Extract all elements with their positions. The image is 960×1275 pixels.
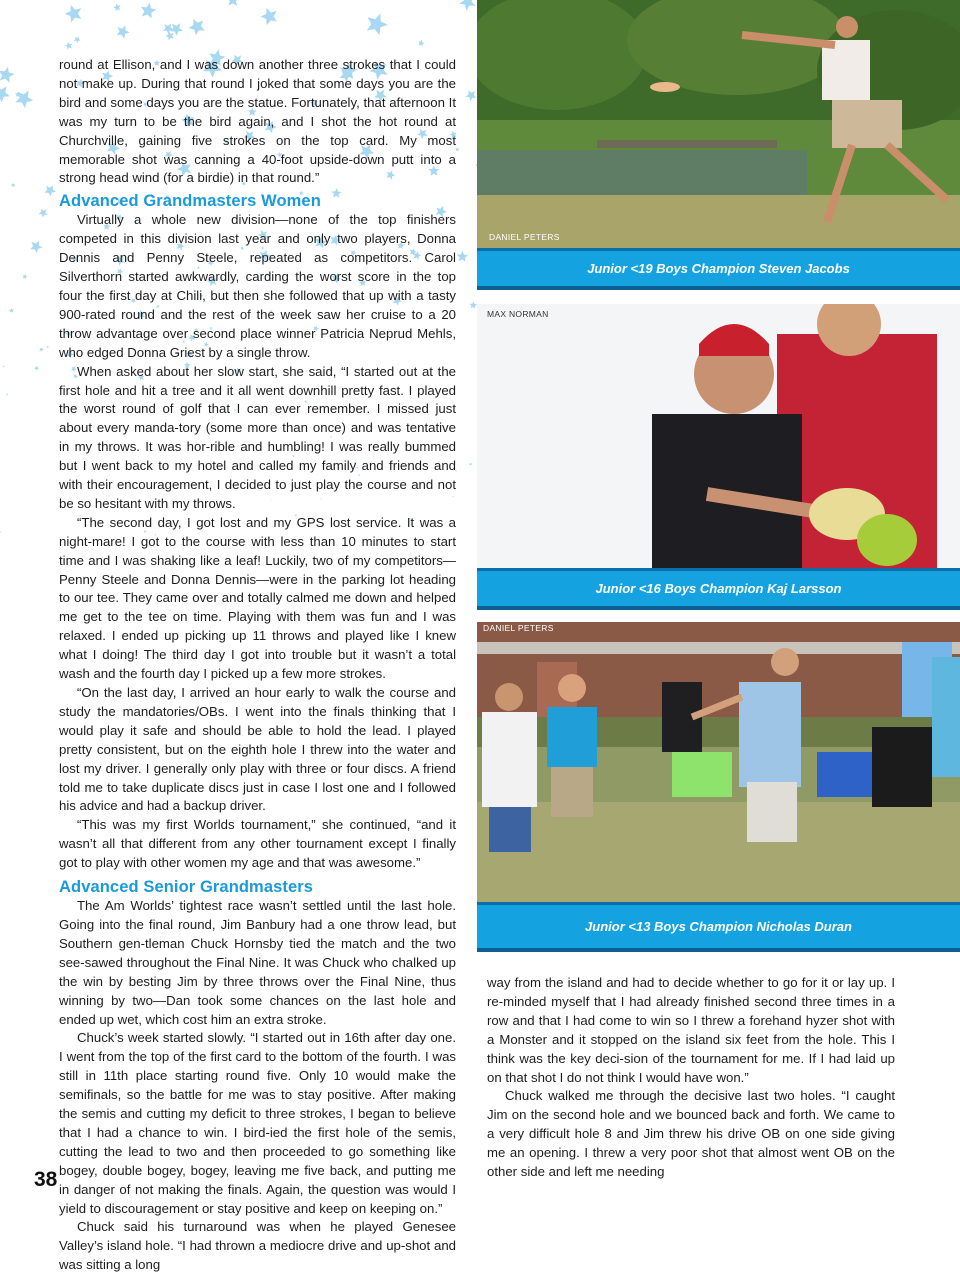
paragraph: When asked about her slow start, she said, “I started out at the first hole and hit a tree and it all went downhill pretty fast. I played the worst round of golf that I can ever remember. I missed just about every manda-tory (some more than once) and was tentative in my throws. It was hor-rible and humbling! I was really bummed but I went back to my hotel and called my family and friends and with their encouragement, I decided to just play the course and not be so hesitant with my throws.	[59, 363, 456, 511]
photo-steven-jacobs	[477, 0, 960, 248]
paragraph: Chuck said his turnaround was when he played Genesee Valley’s island hole. “I had thrown a mediocre drive and up-shot and was sitting a long	[59, 1219, 456, 1273]
photo-credit: DANIEL PETERS	[489, 232, 560, 242]
section-heading-grandmasters-women: Advanced Grandmasters Women	[59, 192, 321, 211]
paragraph: “On the last day, I arrived an hour early to walk the course and study the mandatories/OBs. I went into the finals thinking that I would play it safe and should be able to hold the lead. I played pretty consistent, but on the eighth hole I threw into the water and lost my driver. I generally only play with three or four discs. A friend told me to take duplicate discs just in case I lost one and I followed his advice and had a backup driver.	[59, 685, 456, 814]
photo-credit: DANIEL PETERS	[483, 623, 554, 633]
star-shape	[39, 209, 48, 218]
star-shape	[34, 366, 39, 371]
star-shape	[457, 251, 468, 262]
left-article-column	[59, 56, 456, 1275]
star-shape	[418, 40, 424, 47]
star-shape	[465, 90, 476, 101]
star-shape	[367, 14, 388, 36]
photo-nicholas-duran	[477, 622, 960, 902]
paragraph: round at Ellison, and I was down another three strokes that I could not make up. During that round I joked that some days you are the bird and some days you are the statue. Fortunately, that afternoon It was my turn to be the bird again, and I shot the hot round at Churchville, gaining five strokes on the top card. My most memorable shot was canning a 40-foot upside-down putt into a strong head wind (for a birdie) in that round.”	[59, 57, 456, 186]
paragraph: Chuck’s week started slowly. “I started out in 16th after day one. I went from the top of the first card to the bottom of the fourth. I was still in 11th place starting round five. Only 10 would make the semifinals, so the battle for me was to stay positive. After making the semis and cutting my deficit to three strokes, I began to believe that I had a chance to win. I bird-ied the first hole of the semis, cutting the lead to two and then proceeded to go something like bogey, double bogey, bogey, leaving me five back, and putting me in danger of not making the finals. Again, the question was would I yield to discouragement or stay positive and keep on keeping on.”	[59, 1030, 456, 1216]
star-shape	[226, 0, 240, 6]
star-shape	[163, 24, 174, 35]
photo-kaj-larsson	[477, 304, 960, 568]
star-shape	[459, 0, 475, 11]
paragraph: The Am Worlds’ tightest race wasn’t settled until the last hole. Going into the final round, Jim Banbury had a one throw lead, but Southern gen-tleman Chuck Hornsby tied the match and the two see-sawed throughout the Final Nine. It was Chuck who chalked up the win by besting Jim by three throws over the Final Nine, thus winning by two—Dan took some chances on the last hole and ended up wet, which cost him an extra stroke.	[59, 898, 456, 1027]
star-shape	[189, 19, 205, 35]
star-shape	[6, 393, 8, 395]
star-shape	[45, 185, 57, 196]
star-shape	[39, 347, 44, 352]
paragraph: Chuck walked me through the decisive last two holes. “I caught Jim on the second hole and we bounced back and forth. We came to a very difficult hole 8 and Jim threw his drive OB on one side giving me an opening. I threw a very poor shot that almost went OB on the other side and left me needing	[487, 1088, 895, 1180]
paragraph: way from the island and had to decide whether to go for it or lay up. I re-minded myself that I had already finished second three times in a row and that I had come to win so I threw a forehand hyzer shot with a Monster and it stopped on the island six feet from the hole. This I think was the key deci-sion of the tournament for me. If I had laid up on that shot I do not think I would have won.”	[487, 975, 895, 1085]
paragraph: Virtually a whole new division—none of the top finishers competed in this division last year and only two players, Donna Dennis and Penny Steele, repeated as competitors. Carol Silverthorn started awkwardly, carding the worst score in the top four the first day at Chili, but then she followed that up with a tasty 900-rated round and the rest of the week saw her cruise to a 20 throw advantage over second place winner Patricia Neprud Mehls, who edged Donna Griest by a single throw.	[59, 212, 456, 360]
star-shape	[470, 301, 478, 308]
star-shape	[3, 366, 5, 368]
photo-caption: Junior <19 Boys Champion Steven Jacobs	[477, 248, 960, 290]
star-shape	[11, 183, 15, 188]
star-shape	[0, 86, 10, 102]
photo-caption: Junior <16 Boys Champion Kaj Larsson	[477, 568, 960, 610]
photo-credit: MAX NORMAN	[487, 309, 549, 319]
star-shape	[117, 25, 130, 38]
page-number: 38	[34, 1168, 58, 1191]
star-shape	[260, 8, 277, 25]
star-shape	[74, 37, 81, 44]
star-shape	[9, 308, 14, 313]
paragraph: “This was my first Worlds tournament,” she continued, “and it wasn’t all that different from any other tournament except I finally got to play with other women my age and that was awesome.”	[59, 817, 456, 871]
star-shape	[30, 241, 42, 253]
paragraph: “The second day, I got lost and my GPS lost service. It was a night-mare! I got to the course with less than 10 minutes to start time and I was shaking like a leaf! Luckily, two of my competitors—Penny Steele and Donna Dennis—were in the parking lot heading to our tee. They came over and totally calmed me down and helped me get to the tee on time. Playing with them was fun and I was relaxed. I ended up picking up 11 throws and played like I knew what I doing! The third day I got into trouble but it wasn’t a total wash and the fourth day I picked up a few more strokes.	[59, 514, 456, 682]
star-shape	[165, 31, 174, 40]
right-article-column	[487, 974, 895, 1182]
star-shape	[113, 4, 121, 12]
star-shape	[469, 463, 472, 466]
star-shape	[46, 346, 49, 349]
star-shape	[0, 531, 2, 533]
star-shape	[65, 42, 72, 50]
star-shape	[65, 5, 82, 22]
photo-caption: Junior <13 Boys Champion Nicholas Duran	[477, 902, 960, 952]
star-shape	[0, 67, 14, 83]
star-shape	[141, 3, 157, 19]
star-shape	[23, 274, 28, 279]
section-heading-senior-grandmasters: Advanced Senior Grandmasters	[59, 878, 314, 897]
